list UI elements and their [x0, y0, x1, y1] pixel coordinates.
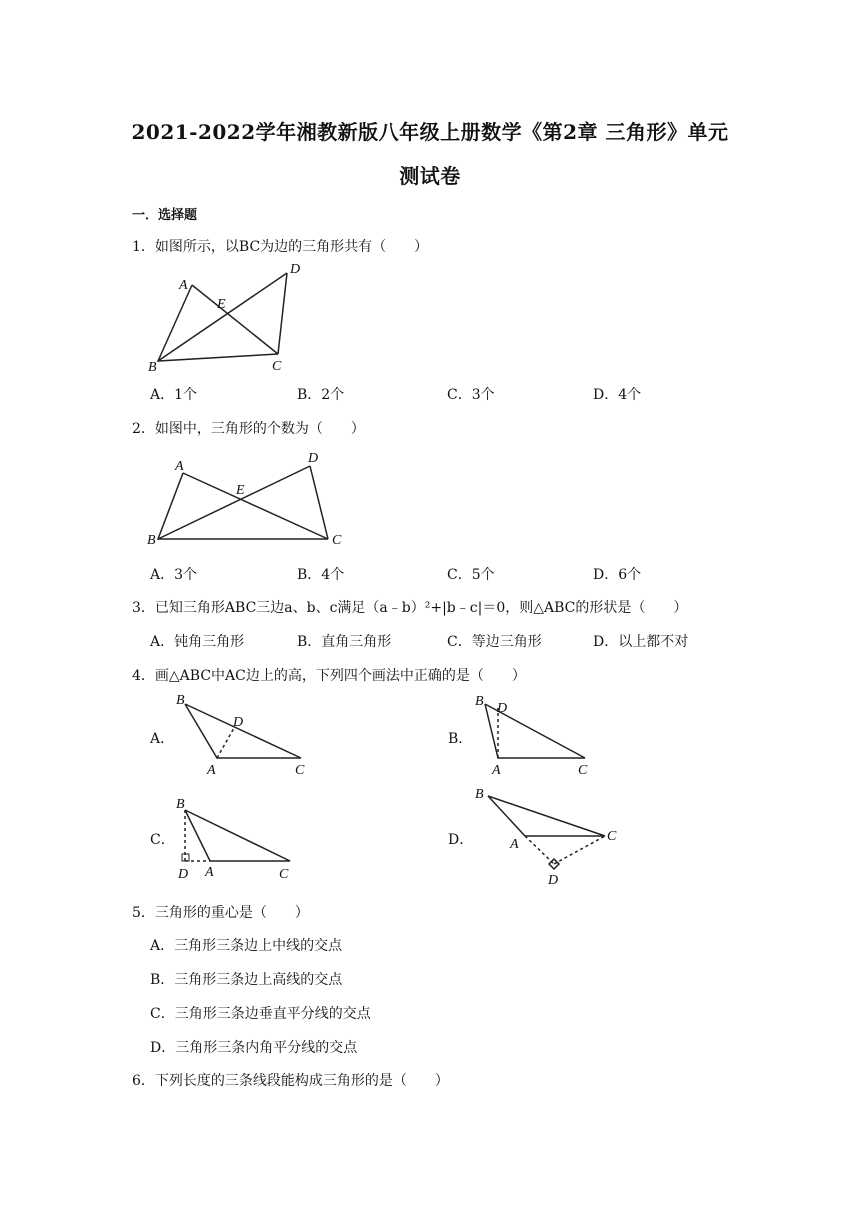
question-6-stem: 6．下列长度的三条线段能构成三角形的是（ ）: [132, 1073, 449, 1089]
q1-option-a: A．1个: [150, 387, 198, 403]
q4-option-c-figure: [168, 792, 298, 884]
q4a-label-d: D: [233, 715, 244, 730]
q4c-label-b: B: [176, 797, 185, 812]
q5-option-a: A．三角形三条边上中线的交点: [150, 938, 343, 954]
q4-option-a-figure: [168, 690, 313, 780]
question-5-stem: 5．三角形的重心是（ ）: [132, 905, 309, 921]
q4d-label-d: D: [548, 873, 559, 887]
q1-option-b: B．2个: [297, 387, 345, 403]
q4a-label-b: B: [176, 693, 185, 708]
q4-option-c: C．: [150, 832, 175, 848]
q4b-label-b: B: [475, 694, 484, 709]
page-title-line1: 2021-2022学年湘教新版八年级上册数学《第2章 三角形》单元: [131, 120, 729, 144]
q2-option-d: D．6个: [593, 567, 642, 583]
q2-option-a: A．3个: [150, 567, 198, 583]
q5-option-b: B．三角形三条边上高线的交点: [150, 972, 343, 988]
question-1-figure: [145, 258, 310, 376]
q4a-label-c: C: [295, 763, 305, 778]
q4c-label-a: A: [205, 865, 214, 880]
q4-option-b: B．: [448, 731, 473, 747]
q4-option-b-figure: [470, 690, 600, 780]
question-3-stem: 3．已知三角形ABC三边a、b、c满足（a﹣b）²+|b﹣c|＝0，则△ABC的形状是（ ）: [132, 600, 688, 616]
fig1-label-b: B: [148, 360, 157, 375]
q4-option-a: A．: [150, 731, 175, 747]
q3-option-b: B．直角三角形: [297, 634, 392, 650]
q4d-label-c: C: [607, 829, 617, 844]
q2-option-b: B．4个: [297, 567, 345, 583]
question-2-stem: 2．如图中，三角形的个数为（ ）: [132, 421, 365, 437]
q4-option-d-figure: [470, 782, 620, 887]
q1-option-d: D．4个: [593, 387, 642, 403]
fig2-label-c: C: [332, 533, 342, 548]
fig2-label-a: A: [175, 459, 184, 474]
q1-option-c: C．3个: [447, 387, 495, 403]
q4b-label-a: A: [492, 763, 501, 778]
fig1-label-a: A: [179, 278, 188, 293]
section-heading: 一．选择题: [132, 208, 198, 223]
q4c-label-c: C: [279, 867, 289, 882]
fig1-label-c: C: [272, 359, 282, 374]
q5-option-d: D．三角形三条内角平分线的交点: [150, 1040, 358, 1056]
q4-option-d: D．: [448, 832, 474, 848]
fig1-label-d: D: [290, 262, 301, 277]
q3-option-d: D．以上都不对: [593, 634, 689, 650]
q4d-label-a: A: [510, 837, 519, 852]
q4d-label-b: B: [475, 787, 484, 802]
page-title-line2: 测试卷: [399, 164, 461, 188]
q3-option-c: C．等边三角形: [447, 634, 542, 650]
fig2-label-d: D: [308, 451, 319, 466]
q4b-label-c: C: [578, 763, 588, 778]
q3-option-a: A．钝角三角形: [150, 634, 245, 650]
fig2-label-b: B: [147, 533, 156, 548]
question-2-figure: [145, 448, 350, 548]
question-1-stem: 1．如图所示，以BC为边的三角形共有（ ）: [132, 239, 429, 255]
q5-option-c: C．三角形三条边垂直平分线的交点: [150, 1006, 371, 1022]
q4b-label-d: D: [497, 701, 508, 716]
fig1-label-e: E: [217, 297, 226, 312]
q2-option-c: C．5个: [447, 567, 495, 583]
q4c-label-d: D: [178, 867, 189, 882]
fig2-label-e: E: [236, 483, 245, 498]
q4a-label-a: A: [207, 763, 216, 778]
question-4-stem: 4．画△ABC中AC边上的高，下列四个画法中正确的是（ ）: [132, 668, 526, 684]
